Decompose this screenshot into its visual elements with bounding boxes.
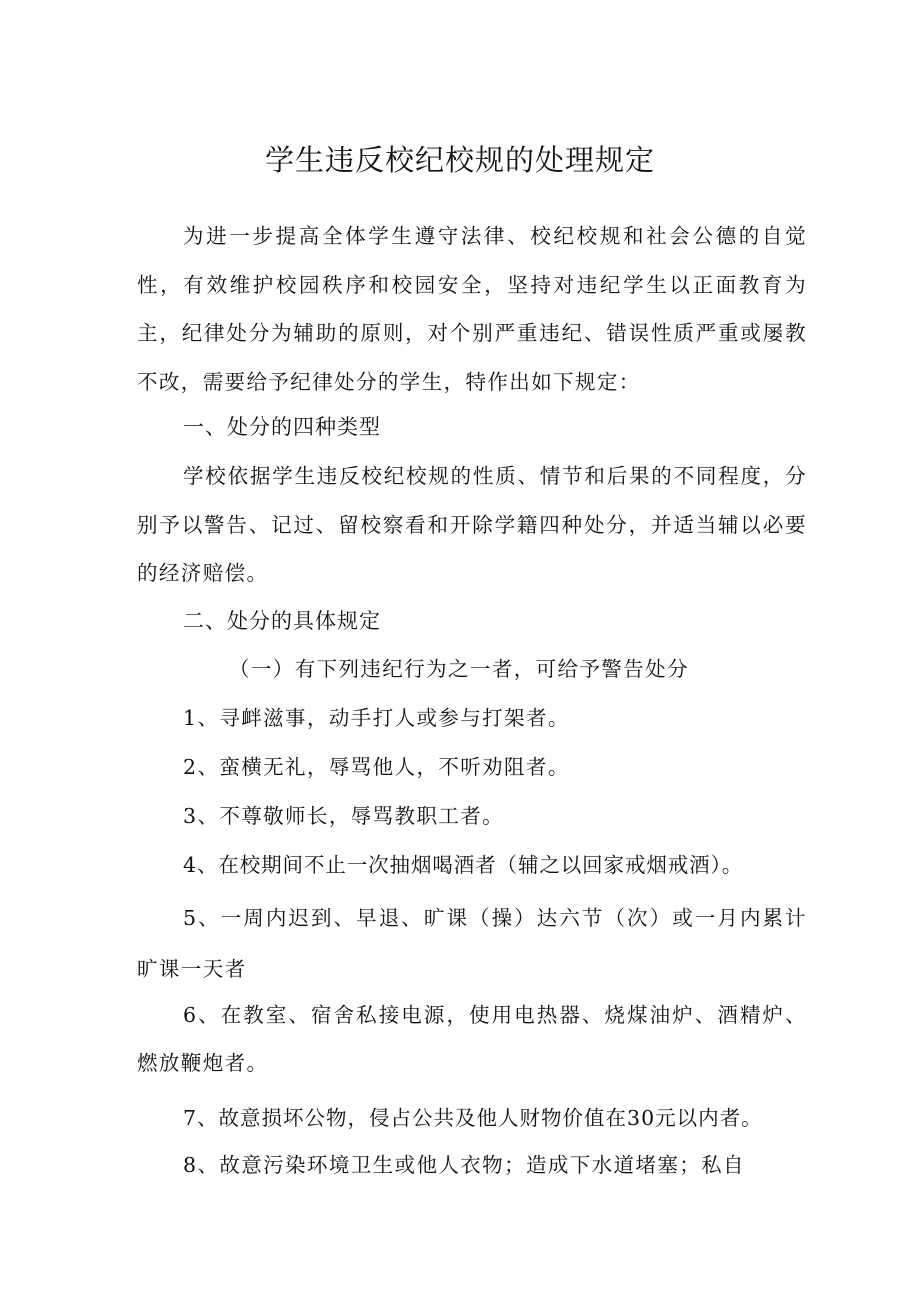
subsection-warning-heading: （一）有下列违纪行为之一者，可给予警告处分: [229, 657, 689, 681]
section-heading-rules: 二、处分的具体规定: [183, 609, 381, 633]
list-item: 3、不尊敬师长，辱骂教职工者。: [183, 804, 505, 828]
list-item-wrapped: [137, 893, 807, 995]
intro-paragraph: [137, 212, 807, 406]
section-heading-types: 一、处分的四种类型: [183, 415, 381, 439]
section-types-text: 学校依据学生违反校纪校规的性质、情节和后果的不同程度，分别予以警告、记过、留校察看和开除学籍四种处分，并适当辅以必要的经济赔偿。: [137, 464, 807, 585]
list-item: 7、故意损坏公物，侵占公共及他人财物价值在30元以内者。: [183, 1106, 763, 1130]
list-item: 6、在教室、宿舍私接电源，使用电热器、烧煤油炉、酒精炉、燃放鞭炮者。: [137, 1003, 807, 1075]
list-item: 5、一周内迟到、早退、旷课（操）达六节（次）或一月内累计旷课一天者: [137, 906, 807, 981]
intro-text: 为进一步提高全体学生遵守法律、校纪校规和社会公德的自觉性，有效维护校园秩序和校园安全，坚持对违纪学生以正面教育为主，纪律处分为辅助的原则，对个别严重违纪、错误性质严重或屡教不改，需要给予纪律处分的学生，特作出如下规定：: [137, 224, 807, 394]
list-item: 2、蛮横无礼，辱骂他人，不听劝阻者。: [183, 755, 570, 779]
list-item: 4、在校期间不止一次抽烟喝酒者（辅之以回家戒烟戒酒）。: [183, 853, 744, 877]
list-item: 1、寻衅滋事，动手打人或参与打架者。: [183, 706, 570, 730]
list-item: 8、故意污染环境卫生或他人衣物；造成下水道堵塞；私自: [183, 1153, 745, 1177]
section-types-paragraph: [137, 452, 807, 598]
list-item-wrapped: [137, 991, 807, 1087]
document-title: 学生违反校纪校规的处理规定: [264, 143, 655, 177]
